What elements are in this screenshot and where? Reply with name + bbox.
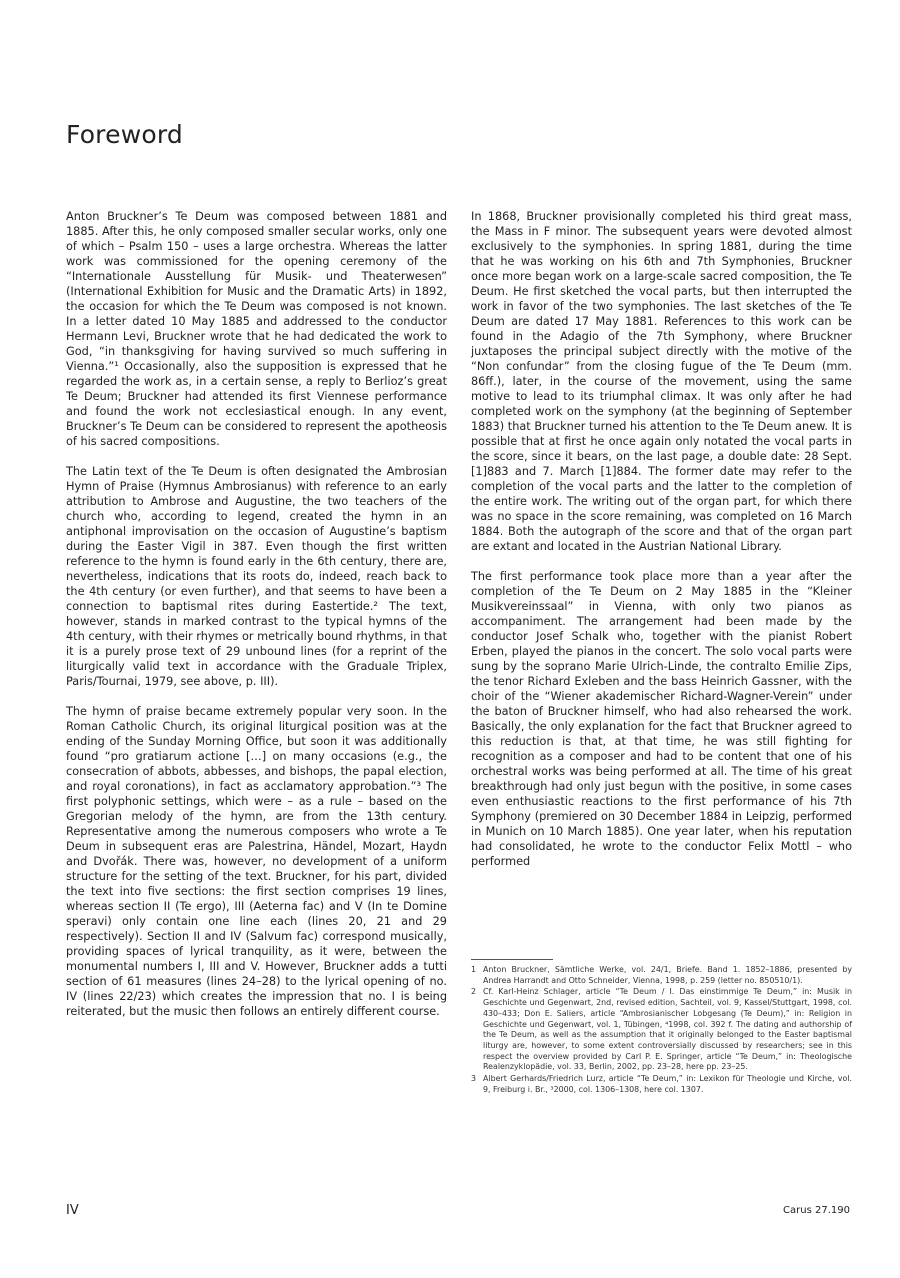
- catalog-number: Carus 27.190: [783, 1205, 850, 1216]
- footnote: [471, 1074, 852, 1095]
- footnote: [471, 965, 852, 986]
- footnote-text: Anton Bruckner, Sämtliche Werke, vol. 24/1, Briefe. Band 1. 1852–1886, presented by Andrea Harrandt and Otto Schneider, Vienna, 1998, p. 259 (letter no. 850510/1).: [483, 965, 852, 985]
- paragraph: The first performance took place more than a year after the completion of the Te Deum on 2 May 1885 in the “Kleiner Musikvereinssaal” in Vienna, with only two pianos as accompaniment. The arrangement had been made by the conductor Josef Schalk who, together with the pianist Robert Erben, played the pianos in the concert. The solo vocal parts were sung by the soprano Marie Ulrich-Linde, the contralto Emilie Zips, the tenor Richard Exleben and the bass Heinrich Gassner, with the choir of the “Wiener akademischer Richard-Wagner-Verein” under the baton of Bruckner himself, who had also rehearsed the work. Basically, the only explanation for the fact that Bruckner agreed to this reduction is that, at that time, he was still fighting for recognition as a composer and had to be content that one of his orchestral works was being performed at all. The time of his great breakthrough had only just begun with the positive, in some cases even enthusiastic reactions to the first performance of his 7th Symphony (premiered on 30 December 1884 in Leipzig, performed in Munich on 10 March 1885). One year later, when his reputation had consolidated, he wrote to the conductor Felix Mottl – who performed: [471, 570, 852, 868]
- footnote: [471, 987, 852, 1073]
- footnote-number: 3: [471, 1074, 477, 1084]
- paragraph: In 1868, Bruckner provisionally completed his third great mass, the Mass in F minor. The subsequent years were devoted almost exclusively to the symphonies. In spring 1881, during the time that he was working on his 6th and 7th Symphonies, Bruckner once more began work on a large-scale sacred composition, the Te Deum. He first sketched the vocal parts, but then interrupted the work in favor of the two symphonies. The last sketches of the Te Deum are dated 17 May 1881. References to this work can be found in the Adagio of the 7th Symphony, where Bruckner juxtaposes the principal subject directly with the motive of the “Non confundar” from the closing fugue of the Te Deum (mm. 86ff.), later, in the course of the movement, using the same motive to lead to its triumphal climax. It was only after he had completed work on the symphony (at the beginning of September 1883) that Bruckner turned his attention to the Te Deum anew. It is possible that at first he once again only notated the vocal parts in the score, since it bears, on the last page, a double date: 28 Sept. [1]883 and 7. March [1]884. The former date may refer to the completion of the vocal parts and the latter to the completion of the entire work. The writing out of the organ part, for which there was no space in the score remaining, was completed on 16 March 1884. Both the autograph of the score and that of the organ part are extant and located in the Austrian National Library.: [471, 210, 852, 553]
- paragraph: Anton Bruckner’s Te Deum was composed between 1881 and 1885. After this, he only composed smaller secular works, only one of which – Psalm 150 – uses a large orchestra. Whereas the latter work was commissioned for the opening ceremony of the “Internationale Ausstellung für Musik- und Theaterwesen” (International Exhibition for Music and the Dramatic Arts) in 1892, the occasion for which the Te Deum was composed is not known. In a letter dated 10 May 1885 and addressed to the conductor Hermann Levi, Bruckner wrote that he had dedicated the work to God, “in thanksgiving for having survived so much suffering in Vienna.”¹ Occasionally, also the supposition is expressed that he regarded the work as, in a certain sense, a reply to Berlioz’s great Te Deum; Bruckner had attended its first Viennese performance and found the work not ecclesiastical enough. In any event, Bruckner’s Te Deum can be considered to represent the apotheosis of his sacred compositions.: [66, 210, 447, 448]
- footnote-number: 1: [471, 965, 477, 974]
- right-column: [471, 209, 852, 884]
- footnote-text: Cf. Karl-Heinz Schlager, article “Te Deum / I. Das einstimmige Te Deum,” in: Musik in Geschichte und Gegenwart, 2nd, revised edition, Sachteil, vol. 9, Kassel/Stuttgart, 1998, col. 430–433; Don E. Saliers, article “Ambrosianischer Lobgesang (Te Deum),” in: Religion in Geschichte und Gegenwart, vol. 1, Tübingen, ⁴1998, col. 392 f. The dating and authorship of the Te Deum, as well as the assumption that it originally belonged to the Easter baptismal liturgy are, however, to some extent controversially discussed by researchers; see in this respect the overview provided by Carl P. E. Springer, article “Te Deum,” in: Theologische Realenzyklopädie, vol. 33, Berlin, 2002, pp. 23–28, here pp. 23–25.: [483, 987, 852, 1072]
- footnote-divider: [471, 959, 553, 960]
- footnote-number: 2: [471, 987, 477, 997]
- page-number: IV: [66, 1203, 79, 1218]
- footnotes: [471, 965, 852, 1096]
- left-column: [66, 209, 447, 1034]
- paragraph: The hymn of praise became extremely popular very soon. In the Roman Catholic Church, its original liturgical position was at the ending of the Sunday Morning Office, but soon it was additionally found “pro gratiarum actione […] on many occasions (e.g., the consecration of abbots, abbesses, and bishops, the papal election, and royal coronations), in fact as acclamatory approbation.”³ The first polyphonic settings, which were – as a rule – based on the Gregorian melody of the hymn, are from the 13th century. Representative among the numerous composers who wrote a Te Deum in subsequent eras are Palestrina, Händel, Mozart, Haydn and Dvořák. There was, however, no development of a uniform structure for the setting of the text. Bruckner, for his part, divided the text into five sections: the first section comprises 19 lines, whereas section II (Te ergo), III (Aeterna fac) and V (In te Domine speravi) only contain one line each (lines 20, 21 and 29 respectively). Section II and IV (Salvum fac) correspond musically, providing spaces of lyrical tranquility, as it were, between the monumental numbers I, III and V. However, Bruckner adds a tutti section of 61 measures (lines 24–28) to the lyrical opening of no. IV (lines 22/23) which creates the impression that no. I is being reiterated, but the music then follows an entirely different course.: [66, 705, 447, 1018]
- paragraph: The Latin text of the Te Deum is often designated the Ambrosian Hymn of Praise (Hymnus Ambrosianus) with reference to an early attribution to Ambrose and Augustine, the two teachers of the church who, according to legend, created the hymn in an antiphonal improvisation on the occasion of Augustine’s baptism during the Easter Vigil in 387. Even though the first written reference to the hymn is found early in the 6th century, there are, nevertheless, indications that its roots do, indeed, reach back to the 4th century (or even further), and that seems to have been a connection to baptismal rites during Eastertide.² The text, however, stands in marked contrast to the typical hymns of the 4th century, with their rhymes or metrically bound rhythms, in that it is a purely prose text of 29 unbound lines (for a reprint of the liturgically valid text in accordance with the Graduale Triplex, Paris/Tournai, 1979, see above, p. III).: [66, 465, 447, 688]
- page-title: Foreword: [66, 120, 183, 149]
- footnote-text: Albert Gerhards/Friedrich Lurz, article “Te Deum,” in: Lexikon für Theologie und Kirche, vol. 9, Freiburg i. Br., ³2000, col. 1306–1308, here col. 1307.: [483, 1074, 852, 1094]
